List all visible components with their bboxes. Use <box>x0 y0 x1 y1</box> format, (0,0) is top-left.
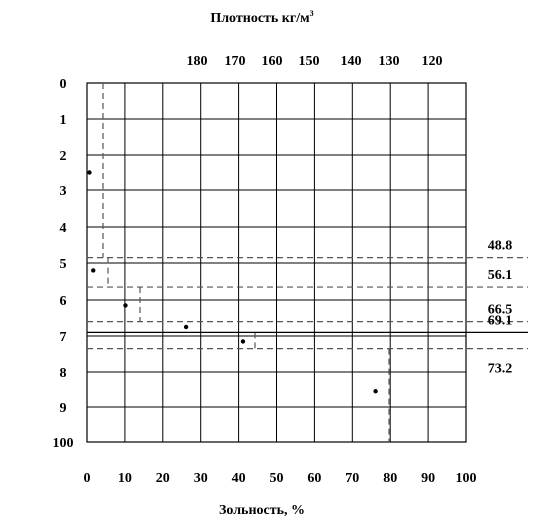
x-tick-label: 60 <box>307 471 322 486</box>
level-label: 48.8 <box>487 238 513 254</box>
data-points <box>87 170 378 393</box>
data-point <box>91 268 95 272</box>
data-point <box>87 170 91 174</box>
density-tick-label: 180 <box>186 54 208 69</box>
level-label: 73.2 <box>487 361 513 377</box>
data-point <box>123 303 127 307</box>
y-tick-label: 2 <box>59 149 67 164</box>
level-label: 66.5 <box>487 302 513 318</box>
data-point <box>184 325 188 329</box>
x-tick-label: 30 <box>193 471 208 486</box>
chart-title: Плотность $кг/м^3$ <box>210 9 314 26</box>
density-tick-label: 170 <box>224 54 246 69</box>
level-label: 56.1 <box>487 268 513 284</box>
density-tick-label: 140 <box>340 54 362 69</box>
y-tick-label: 100 <box>52 436 74 451</box>
y-tick-label: 5 <box>59 257 67 272</box>
y-tick-label: 0 <box>59 77 67 92</box>
x-tick-label: 80 <box>383 471 398 486</box>
density-tick-label: 160 <box>261 54 283 69</box>
x-tick-label: 100 <box>455 471 477 486</box>
y-tick-label: 9 <box>59 401 67 416</box>
y-tick-labels <box>53 77 74 451</box>
plot-grid <box>87 83 466 442</box>
x-axis-label: Зольность, % <box>218 503 306 518</box>
y-tick-label: 7 <box>59 330 67 345</box>
density-tick-label: 120 <box>421 54 443 69</box>
data-point <box>241 339 245 343</box>
x-tick-label: 40 <box>231 471 246 486</box>
x-tick-label: 50 <box>269 471 284 486</box>
density-tick-label: 150 <box>298 54 320 69</box>
density-tick-label: 130 <box>378 54 400 69</box>
x-tick-label: 0 <box>83 471 91 486</box>
y-tick-label: 3 <box>59 184 67 199</box>
x-tick-label: 20 <box>155 471 170 486</box>
x-tick-label: 70 <box>345 471 360 486</box>
level-lines <box>87 239 528 377</box>
x-tick-labels <box>84 471 477 486</box>
y-tick-label: 1 <box>59 113 67 128</box>
y-tick-label: 8 <box>59 366 67 381</box>
y-tick-label: 6 <box>59 294 67 309</box>
level-label: 69.1 <box>487 313 513 329</box>
title-superscript: 3 <box>309 9 314 18</box>
x-tick-label: 90 <box>421 471 436 486</box>
density-tick-labels <box>187 54 443 69</box>
data-point <box>373 389 377 393</box>
y-tick-label: 4 <box>59 221 67 236</box>
x-tick-label: 10 <box>117 471 132 486</box>
